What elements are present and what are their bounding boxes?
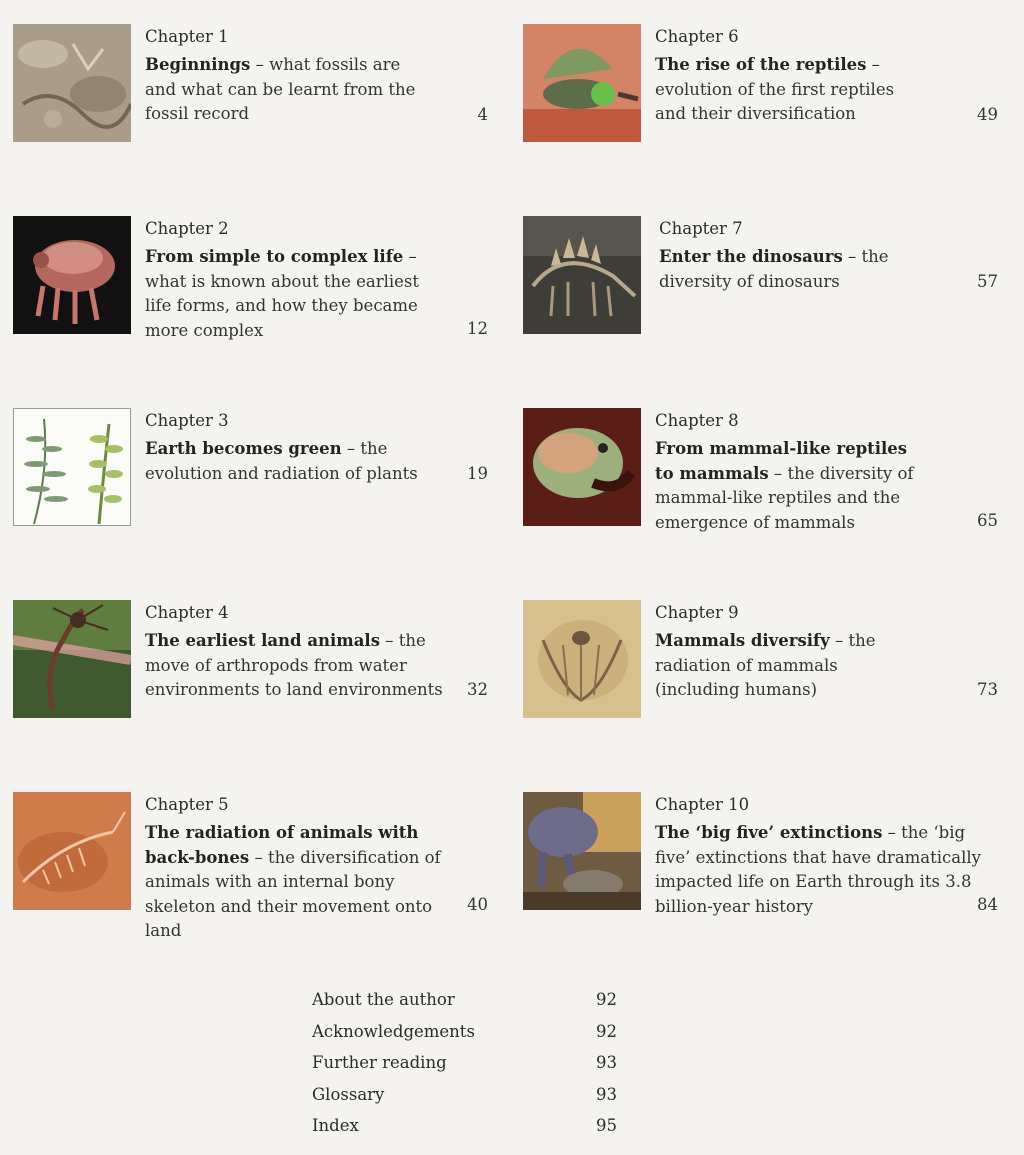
dash: – xyxy=(249,847,268,867)
chapter-number: Chapter 6 xyxy=(655,27,739,46)
chapter-title: The ‘big five’ extinctions xyxy=(655,823,883,842)
chapter-description xyxy=(659,245,919,294)
chapter-text xyxy=(145,216,485,343)
chapter-text xyxy=(655,408,995,535)
chapter-description xyxy=(145,629,455,703)
chapter-number: Chapter 4 xyxy=(145,603,229,622)
chapter-description xyxy=(145,821,463,944)
back-matter-page: 93 xyxy=(596,1084,617,1104)
chapter-summary: the evolution and radiation of plants xyxy=(145,439,418,483)
chapter-text xyxy=(655,792,995,919)
chapter-description xyxy=(145,53,430,127)
chapter-number: Chapter 8 xyxy=(655,411,739,430)
back-matter-label: Glossary xyxy=(312,1084,385,1104)
back-matter-label: About the author xyxy=(312,990,455,1009)
dinosaur-extinction-image xyxy=(523,792,641,910)
dash: – xyxy=(842,247,862,266)
chapter-number: Chapter 1 xyxy=(145,27,229,46)
chapter-text xyxy=(659,216,999,294)
chapter-title: Mammals diversify xyxy=(655,631,830,650)
arthropod-image xyxy=(13,600,131,718)
fossil-skeleton-image xyxy=(13,792,131,910)
chapter-number: Chapter 7 xyxy=(659,219,743,238)
back-matter-page: 92 xyxy=(596,1021,617,1041)
fossil-rock-image xyxy=(13,24,131,142)
chapter-description xyxy=(655,821,990,919)
tardigrade-image xyxy=(13,216,131,334)
chapter-title: The radiation of animals with back-bones xyxy=(145,823,419,867)
chapter-title: The rise of the reptiles xyxy=(655,55,867,74)
chapter-page-number: 4 xyxy=(477,105,488,124)
chapter-summary: what is known about the earliest life forms, and how they became more complex xyxy=(145,271,420,340)
dash: – xyxy=(882,823,902,842)
dimetrodon-image xyxy=(523,24,641,142)
chapter-number: Chapter 2 xyxy=(145,219,229,238)
chapter-summary: the diversity of dinosaurs xyxy=(659,247,889,291)
back-matter-item[interactable] xyxy=(312,1018,632,1050)
chapter-text xyxy=(655,24,995,127)
chapter-page-number: 32 xyxy=(467,680,488,699)
back-matter-item[interactable] xyxy=(312,1049,632,1081)
dash: – xyxy=(403,247,417,266)
chapter-text xyxy=(145,24,485,127)
dash: – xyxy=(380,631,399,650)
chapter-number: Chapter 5 xyxy=(145,795,229,814)
back-matter-label: Acknowledgements xyxy=(312,1021,475,1041)
back-matter-item[interactable] xyxy=(312,986,632,1018)
chapter-text xyxy=(145,408,485,486)
chapter-description xyxy=(145,245,435,343)
chapter-page-number: 49 xyxy=(977,105,998,124)
chapter-page-number: 12 xyxy=(467,319,488,338)
dash: – xyxy=(829,631,849,650)
back-matter-label: Index xyxy=(312,1116,359,1136)
chapter-number: Chapter 10 xyxy=(655,795,750,814)
chapter-summary: the ‘big five’ extinctions that have dramatically impacted life on Earth through its 3.8 billion-year history xyxy=(655,823,982,916)
chapter-title: Enter the dinosaurs xyxy=(659,247,843,266)
back-matter-page: 92 xyxy=(596,990,617,1009)
chapter-title: The earliest land animals xyxy=(145,631,380,650)
dash: – xyxy=(250,55,270,74)
back-matter-page: 95 xyxy=(596,1116,617,1136)
chapter-page-number: 65 xyxy=(977,511,998,530)
chapter-page-number: 73 xyxy=(977,680,998,699)
chapter-title: Beginnings xyxy=(145,55,251,74)
chapter-summary: evolution of the first reptiles and their diversification xyxy=(655,79,895,123)
chapter-number: Chapter 3 xyxy=(145,411,229,430)
chapter-page-number: 40 xyxy=(467,895,488,914)
mammal-like-reptile-image xyxy=(523,408,641,526)
dash: – xyxy=(866,55,880,74)
dash: – xyxy=(768,463,788,483)
back-matter-label: Further reading xyxy=(312,1053,447,1073)
chapter-page-number: 19 xyxy=(467,464,488,483)
back-matter-item[interactable] xyxy=(312,1112,632,1144)
chapter-description xyxy=(655,437,920,535)
chapter-page-number: 84 xyxy=(977,895,998,914)
dash: – xyxy=(341,439,361,458)
chapter-summary: what fossils are and what can be learnt from the fossil record xyxy=(145,55,416,123)
chapter-number: Chapter 9 xyxy=(655,603,739,622)
chapter-title: From simple to complex life xyxy=(145,247,404,266)
stegosaurus-skeleton-image xyxy=(523,216,641,334)
chapter-text xyxy=(655,600,995,703)
back-matter-list xyxy=(312,986,632,1144)
chapter-summary: the diversification of animals with an internal bony skeleton and their movement onto land xyxy=(145,847,441,940)
chapter-description xyxy=(655,629,915,703)
chapter-summary: the diversity of mammal-like reptiles and the emergence of mammals xyxy=(655,463,914,532)
chapter-text xyxy=(145,600,485,703)
back-matter-item[interactable] xyxy=(312,1081,632,1113)
chapter-title: From mammal-like reptiles to mammals xyxy=(655,439,908,483)
fern-plants-image xyxy=(13,408,131,526)
back-matter-page: 93 xyxy=(596,1053,617,1073)
fossil-bat-image xyxy=(523,600,641,718)
chapter-text xyxy=(145,792,485,944)
chapter-title: Earth becomes green xyxy=(145,439,342,458)
chapter-summary: the radiation of mammals (including humans) xyxy=(655,631,876,699)
chapter-summary: the move of arthropods from water environments to land environments xyxy=(145,631,443,699)
chapter-description xyxy=(145,437,465,486)
chapter-page-number: 57 xyxy=(977,272,998,291)
chapter-description xyxy=(655,53,915,127)
